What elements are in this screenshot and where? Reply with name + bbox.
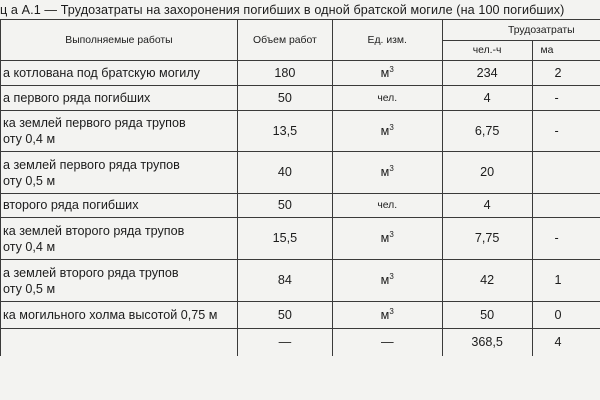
header-labor: Трудозатраты <box>442 20 600 41</box>
table-row <box>1 260 600 302</box>
table-row <box>1 302 600 329</box>
table-row <box>1 86 600 111</box>
person-hours-cell: 368,5 <box>442 329 532 356</box>
machine-hours-cell: 0 <box>532 302 600 329</box>
person-hours-cell: 20 <box>442 152 532 194</box>
machine-hours-cell <box>532 194 600 218</box>
unit-cell: $м^3$ <box>332 111 442 152</box>
header-work: Выполняемые работы <box>1 20 238 61</box>
labor-table <box>0 19 600 356</box>
work-cell: а котлована под братскую могилу <box>1 61 238 86</box>
machine-hours-cell: - <box>532 218 600 260</box>
person-hours-cell: 6,75 <box>442 111 532 152</box>
work-cell: ка землей первого ряда трупов оту 0,4 м <box>1 111 238 152</box>
machine-hours-cell <box>532 152 600 194</box>
volume-cell: 50 <box>237 86 332 111</box>
machine-hours-cell: 4 <box>532 329 600 356</box>
table-row <box>1 61 600 86</box>
table-row <box>1 152 600 194</box>
unit-cell: чел. <box>332 86 442 111</box>
unit-cell: $м^3$ <box>332 302 442 329</box>
person-hours-cell: 50 <box>442 302 532 329</box>
volume-cell: 15,5 <box>237 218 332 260</box>
header-person-hours: чел.-ч <box>442 41 532 61</box>
volume-cell: 40 <box>237 152 332 194</box>
unit-cell: $м^3$ <box>332 218 442 260</box>
table-row-total <box>1 329 600 356</box>
volume-cell: 50 <box>237 302 332 329</box>
machine-hours-cell: - <box>532 111 600 152</box>
table-row <box>1 111 600 152</box>
machine-hours-cell: 2 <box>532 61 600 86</box>
work-cell: ка землей второго ряда трупов оту 0,4 м <box>1 218 238 260</box>
person-hours-cell: 42 <box>442 260 532 302</box>
volume-cell: 50 <box>237 194 332 218</box>
header-machine-hours: ма <box>532 41 600 61</box>
unit-cell: $м^3$ <box>332 61 442 86</box>
volume-cell: 13,5 <box>237 111 332 152</box>
table-row <box>1 218 600 260</box>
person-hours-cell: 234 <box>442 61 532 86</box>
machine-hours-cell: - <box>532 86 600 111</box>
unit-cell: $м^3$ <box>332 260 442 302</box>
volume-cell: 180 <box>237 61 332 86</box>
work-cell: а землей первого ряда трупов оту 0,5 м <box>1 152 238 194</box>
header-volume: Объем работ <box>237 20 332 61</box>
person-hours-cell: 4 <box>442 194 532 218</box>
person-hours-cell: 7,75 <box>442 218 532 260</box>
work-cell <box>1 329 238 356</box>
table-row <box>1 194 600 218</box>
person-hours-cell: 4 <box>442 86 532 111</box>
volume-cell: — <box>237 329 332 356</box>
machine-hours-cell: 1 <box>532 260 600 302</box>
table-caption: ц а А.1 — Трудозатраты на захоронения погибших в одной братской могиле (на 100 погибших) <box>0 3 565 17</box>
unit-cell: $м^3$ <box>332 152 442 194</box>
work-cell: второго ряда погибших <box>1 194 238 218</box>
work-cell: ка могильного холма высотой 0,75 м <box>1 302 238 329</box>
unit-cell: — <box>332 329 442 356</box>
work-cell: а землей второго ряда трупов оту 0,5 м <box>1 260 238 302</box>
header-unit: Ед. изм. <box>332 20 442 61</box>
work-cell: а первого ряда погибших <box>1 86 238 111</box>
unit-cell: чел. <box>332 194 442 218</box>
volume-cell: 84 <box>237 260 332 302</box>
